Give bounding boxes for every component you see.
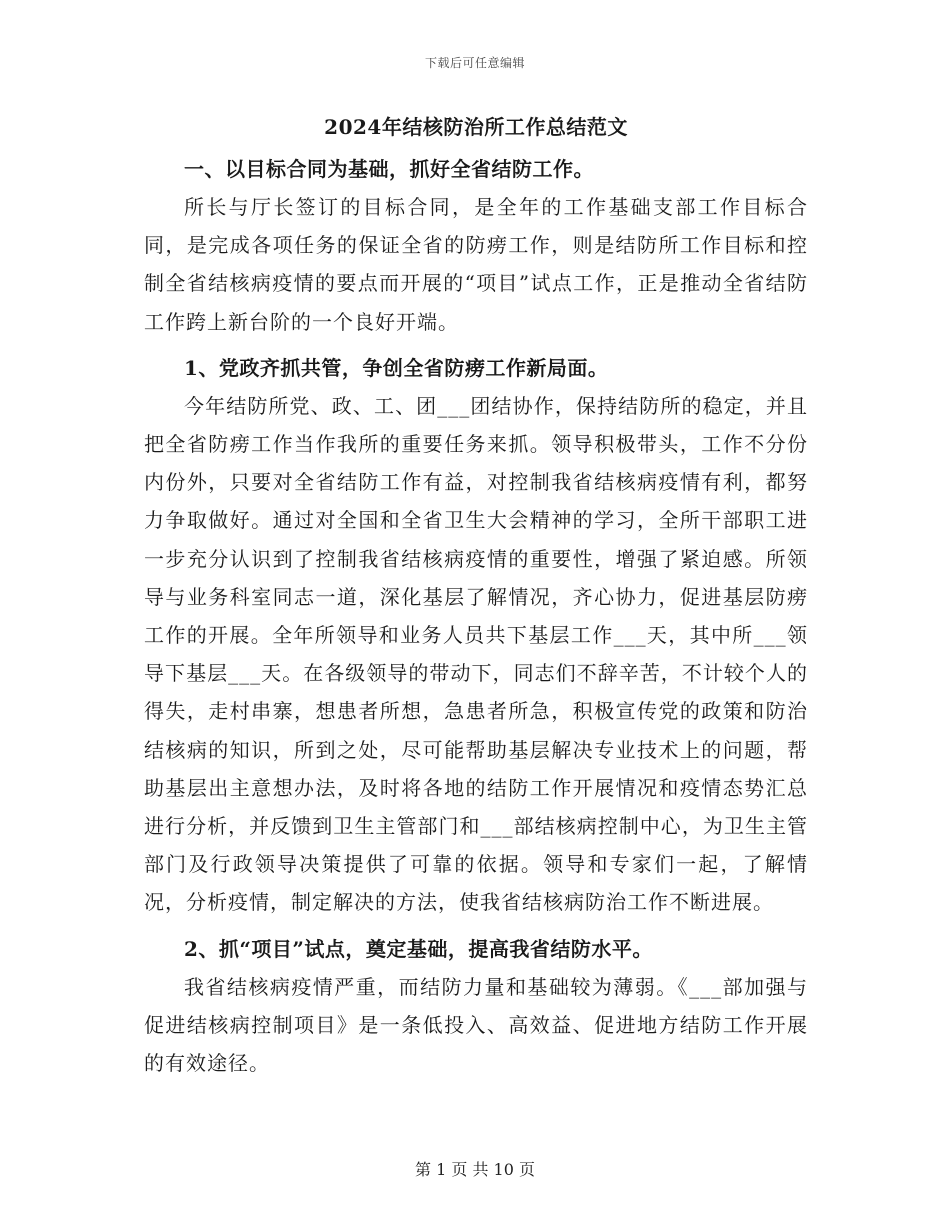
header-note: 下载后可任意编辑: [424, 56, 525, 70]
subsection-1-paragraph: 今年结防所党、政、工、团___团结协作，保持结防所的稳定，并且把全省防痨工作当作我所的重要任务来抓。领导积极带头，工作不分份内份外，只要对全省结防工作有益，对控制我省结核病疫情有利，都努力争取做好。通过对全国和全省卫生大会精神的学习，全所干部职工进一步充分认识到了控制我省结核病疫情的重要性，增强了紧迫感。所领导与业务科室同志一道，深化基层了解情况，齐心协力，促进基层防痨工作的开展。全年所领导和业务人员共下基层工作___天，其中所___领导下基层___天。在各级领导的带动下，同志们不辞辛苦，不计较个人的得失，走村串寨，想患者所想，急患者所急，积极宣传党的政策和防治结核病的知识，所到之处，尽可能帮助基层解决专业技术上的问题，帮助基层出主意想办法，及时将各地的结防工作开展情况和疫情态势汇总进行分析，并反馈到卫生主管部门和___部结核病控制中心，为卫生主管部门及行政领导决策提供了可靠的依据。领导和专家们一起，了解情况，分析疫情，制定解决的方法，使我省结核病防治工作不断进展。: [144, 393, 808, 915]
subsection-2-paragraph: 我省结核病疫情严重，而结防力量和基础较为薄弱。《___部加强与促进结核病控制项目》是一条低投入、高效益、促进地方结防工作开展的有效途径。: [144, 974, 808, 1076]
document-body: [144, 112, 808, 1082]
section-1-heading: 一、以目标合同为基础，抓好全省结防工作。: [184, 157, 594, 181]
section-1-paragraph: 所长与厅长签订的目标合同，是全年的工作基础支部工作目标合同，是完成各项任务的保证全省的防痨工作，则是结防所工作目标和控制全省结核病疫情的要点而开展的“项目”试点工作，正是推动全省结防工作跨上新台阶的一个良好开端。: [144, 195, 808, 334]
document-title: 2024年结核防治所工作总结范文: [324, 115, 628, 139]
subsection-1-heading: 1、党政齐抓共管，争创全省防痨工作新局面。: [184, 355, 609, 380]
subsection-2-heading: 2、抓“项目”试点，奠定基础，提高我省结防水平。: [184, 936, 653, 961]
page-number-footer: 第 1 页 共 10 页: [415, 1160, 535, 1179]
